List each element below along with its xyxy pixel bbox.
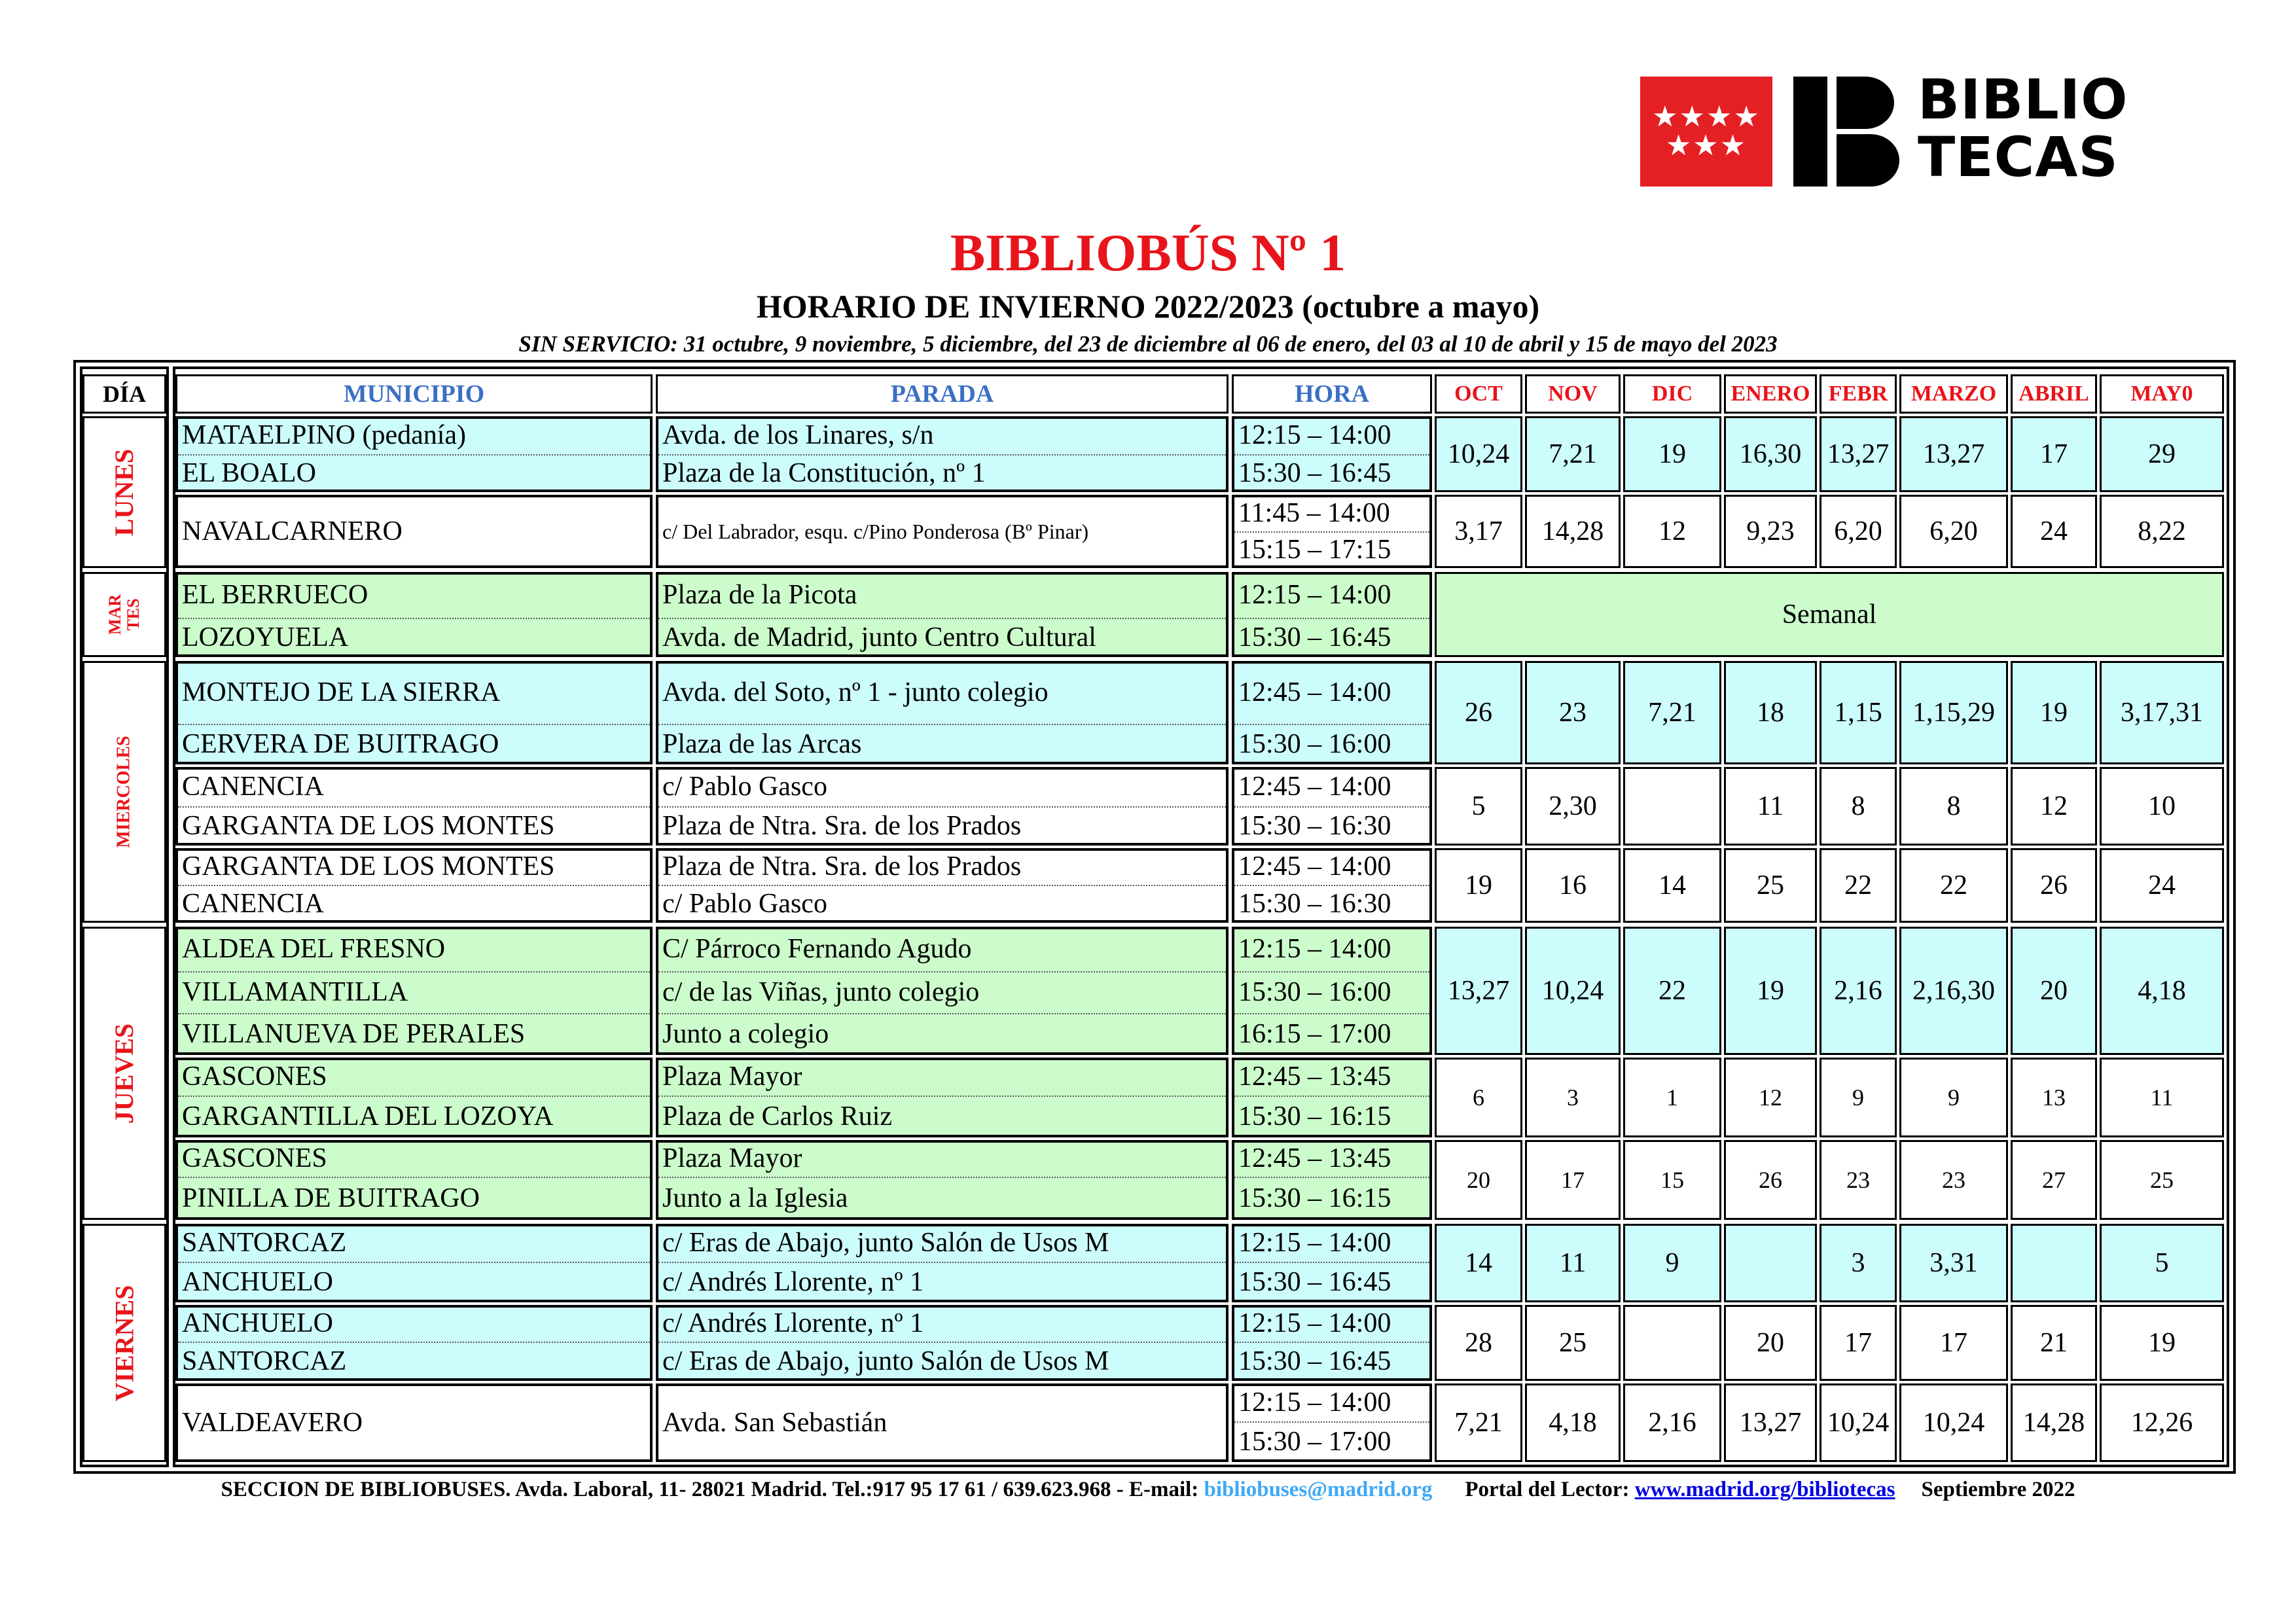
group-7-hora-row-divider xyxy=(1234,1096,1429,1097)
hora-text: 15:30 – 16:30 xyxy=(1238,811,1391,841)
municipio-text: VALDEAVERO xyxy=(182,1408,363,1438)
day-lunes xyxy=(82,416,166,568)
date-cell-dic: 12 xyxy=(1623,495,1721,568)
date-cell-enero: 18 xyxy=(1724,661,1817,764)
date-cell-oct: 13,27 xyxy=(1435,927,1522,1055)
hora-text: 15:30 – 16:15 xyxy=(1238,1183,1391,1213)
group-6-hora-row-divider xyxy=(1234,971,1429,972)
header-month-abril: ABRIL xyxy=(2011,374,2097,414)
date-cell-marzo: 1,15,29 xyxy=(1899,661,2008,764)
date-cell-nov: 25 xyxy=(1525,1305,1621,1381)
date-cell-marzo: 22 xyxy=(1899,848,2008,923)
municipio-text: NAVALCARNERO xyxy=(182,516,403,546)
municipio-text: SANTORCAZ xyxy=(182,1228,347,1258)
parada-text: Plaza de Ntra. Sra. de los Prados xyxy=(662,811,1022,841)
date-cell-marzo: 2,16,30 xyxy=(1899,927,2008,1055)
hora-text: 12:15 – 14:00 xyxy=(1238,934,1391,964)
municipio-text: EL BERRUECO xyxy=(182,580,368,610)
date-cell-febr: 22 xyxy=(1820,848,1897,923)
date-cell-nov: 23 xyxy=(1525,661,1621,764)
group-9-parada-row-divider xyxy=(658,1262,1226,1263)
footer-portal-label: Portal del Lector: xyxy=(1465,1478,1635,1501)
parada-text: Junto a la Iglesia xyxy=(662,1183,848,1213)
hora-text: 11:45 – 14:00 xyxy=(1238,498,1390,528)
day-lunes-label: LUNES xyxy=(109,448,139,536)
date-cell-may0: 10 xyxy=(2100,767,2224,846)
date-cell-febr: 1,15 xyxy=(1820,661,1897,764)
parada-text: Plaza de Ntra. Sra. de los Prados xyxy=(662,851,1022,882)
date-cell-abril: 20 xyxy=(2011,927,2097,1055)
parada-text: C/ Párroco Fernando Agudo xyxy=(662,934,972,964)
group-4-municipio-row-divider xyxy=(178,806,650,808)
group-5-hora-row-divider xyxy=(1234,885,1429,886)
date-cell-dic xyxy=(1623,1305,1721,1381)
date-cell-dic: 7,21 xyxy=(1623,661,1721,764)
header-month-nov: NOV xyxy=(1525,374,1621,414)
date-cell-dic: 14 xyxy=(1623,848,1721,923)
group-10-parada-row-divider xyxy=(658,1342,1226,1343)
date-cell-abril: 19 xyxy=(2011,661,2097,764)
group-6-parada-row-divider xyxy=(658,971,1226,972)
hora-text: 15:30 – 17:00 xyxy=(1238,1427,1391,1457)
header-month-marzo: MARZO xyxy=(1899,374,2008,414)
group-0-municipio-row-divider xyxy=(178,454,650,455)
municipio-text: ALDEA DEL FRESNO xyxy=(182,934,446,964)
date-cell-abril: 26 xyxy=(2011,848,2097,923)
header-municipio: MUNICIPIO xyxy=(175,374,653,414)
hora-text: 15:30 – 16:45 xyxy=(1238,1346,1391,1376)
parada-text: c/ de las Viñas, junto colegio xyxy=(662,977,980,1007)
parada-text: Avda. San Sebastián xyxy=(662,1408,888,1438)
hora-text: 12:15 – 14:00 xyxy=(1238,580,1391,610)
wordmark-line2: TECAS xyxy=(1918,125,2119,189)
date-cell-marzo: 23 xyxy=(1899,1140,2008,1220)
hora-text: 12:15 – 14:00 xyxy=(1238,420,1391,450)
municipio-text: CANENCIA xyxy=(182,889,324,919)
municipio-text: PINILLA DE BUITRAGO xyxy=(182,1183,480,1213)
group-11-hora-row-divider xyxy=(1234,1421,1429,1423)
group-0-parada-row-divider xyxy=(658,454,1226,455)
date-cell-oct: 3,17 xyxy=(1435,495,1522,568)
day-viernes xyxy=(82,1224,166,1462)
header-dia: DÍA xyxy=(82,374,166,414)
municipio-text: ANCHUELO xyxy=(182,1267,333,1297)
date-cell-nov: 4,18 xyxy=(1525,1383,1621,1462)
hora-text: 15:15 – 17:15 xyxy=(1238,535,1391,565)
group-2-municipio-row-divider xyxy=(178,618,650,619)
municipio-text: GASCONES xyxy=(182,1143,327,1173)
municipio-text: CERVERA DE BUITRAGO xyxy=(182,729,499,759)
header-parada: PARADA xyxy=(656,374,1229,414)
date-cell-enero: 20 xyxy=(1724,1305,1817,1381)
date-cell-abril: 21 xyxy=(2011,1305,2097,1381)
municipio-text: VILLANUEVA DE PERALES xyxy=(182,1019,526,1049)
group-10-hora-row-divider xyxy=(1234,1342,1429,1343)
date-cell-enero: 9,23 xyxy=(1724,495,1817,568)
date-cell-oct: 10,24 xyxy=(1435,416,1522,492)
day-miercoles xyxy=(82,661,166,923)
date-cell-abril: 17 xyxy=(2011,416,2097,492)
page-subtitle: HORARIO DE INVIERNO 2022/2023 (octubre a mayo) xyxy=(756,288,1540,325)
date-cell-abril: 14,28 xyxy=(2011,1383,2097,1462)
date-cell-oct: 28 xyxy=(1435,1305,1522,1381)
hora-text: 12:45 – 14:00 xyxy=(1238,772,1391,802)
page-title: BIBLIOBÚS Nº 1 xyxy=(950,224,1346,282)
hora-text: 15:30 – 16:00 xyxy=(1238,729,1391,759)
header-month-oct: OCT xyxy=(1435,374,1522,414)
group-6-parada-row-divider xyxy=(658,1013,1226,1014)
date-cell-may0: 11 xyxy=(2100,1058,2224,1137)
date-cell-oct: 20 xyxy=(1435,1140,1522,1220)
date-cell-marzo: 8 xyxy=(1899,767,2008,846)
parada-text: Plaza Mayor xyxy=(662,1143,802,1173)
date-cell-abril: 27 xyxy=(2011,1140,2097,1220)
date-cell-marzo: 9 xyxy=(1899,1058,2008,1137)
municipio-text: MATAELPINO (pedanía) xyxy=(182,420,467,450)
municipio-text: ANCHUELO xyxy=(182,1308,333,1338)
wordmark-line1: BIBLIO xyxy=(1918,67,2128,132)
group-2-parada-row-divider xyxy=(658,618,1226,619)
header-month-enero: ENERO xyxy=(1724,374,1817,414)
municipio-text: GARGANTA DE LOS MONTES xyxy=(182,811,555,841)
parada-text: Plaza de la Constitución, nº 1 xyxy=(662,458,986,488)
hora-text: 12:45 – 13:45 xyxy=(1238,1061,1391,1092)
parada-text: Avda. de los Linares, s/n xyxy=(662,420,934,450)
date-cell-febr: 17 xyxy=(1820,1305,1897,1381)
group-7-municipio-row-divider xyxy=(178,1096,650,1097)
date-cell-dic: 22 xyxy=(1623,927,1721,1055)
day-jueves-label: JUEVES xyxy=(109,1023,139,1124)
day-viernes-label: VIERNES xyxy=(109,1285,139,1401)
group-5-municipio-row-divider xyxy=(178,885,650,886)
date-cell-may0: 29 xyxy=(2100,416,2224,492)
date-cell-enero: 16,30 xyxy=(1724,416,1817,492)
header-month-may0: MAY0 xyxy=(2100,374,2224,414)
group-5-parada-row-divider xyxy=(658,885,1226,886)
hora-text: 12:45 – 14:00 xyxy=(1238,851,1391,882)
date-cell-oct: 19 xyxy=(1435,848,1522,923)
header-month-dic: DIC xyxy=(1623,374,1721,414)
municipio-text: SANTORCAZ xyxy=(182,1346,347,1376)
date-cell-nov: 2,30 xyxy=(1525,767,1621,846)
group-8-hora-row-divider xyxy=(1234,1177,1429,1178)
date-cell-may0: 19 xyxy=(2100,1305,2224,1381)
parada-text: c/ Del Labrador, esqu. c/Pino Ponderosa (Bº Pinar) xyxy=(662,520,1089,543)
parada-text: Plaza de las Arcas xyxy=(662,729,862,759)
group-3-municipio-row-divider xyxy=(178,724,650,725)
group-4-parada-row-divider xyxy=(658,806,1226,808)
municipio-text: EL BOALO xyxy=(182,458,316,488)
date-cell-enero: 26 xyxy=(1724,1140,1817,1220)
date-cell-dic: 19 xyxy=(1623,416,1721,492)
date-cell-may0: 4,18 xyxy=(2100,927,2224,1055)
hora-text: 12:15 – 14:00 xyxy=(1238,1228,1391,1258)
no-service-note: SIN SERVICIO: 31 octubre, 9 noviembre, 5 diciembre, del 23 de diciembre al 06 de enero, del 03 al 10 de abril y 15 de mayo del 2023 xyxy=(518,331,1778,357)
date-cell-oct: 26 xyxy=(1435,661,1522,764)
hora-text: 15:30 – 16:45 xyxy=(1238,1267,1391,1297)
footer-portal-link[interactable]: www.madrid.org/bibliotecas xyxy=(1634,1478,1895,1501)
date-cell-marzo: 13,27 xyxy=(1899,416,2008,492)
footer-section-info: SECCION DE BIBLIOBUSES. Avda. Laboral, 11- 28021 Madrid. Tel.:917 95 17 61 / 639.623.968 - E-mail: xyxy=(221,1478,1204,1501)
municipio-text: GASCONES xyxy=(182,1061,327,1092)
date-cell-oct: 5 xyxy=(1435,767,1522,846)
group-3-hora-row-divider xyxy=(1234,724,1429,725)
group-10-municipio-row-divider xyxy=(178,1342,650,1343)
group-7-parada-row-divider xyxy=(658,1096,1226,1097)
date-cell-febr: 23 xyxy=(1820,1140,1897,1220)
municipio-text: VILLAMANTILLA xyxy=(182,977,408,1007)
date-cell-febr: 10,24 xyxy=(1820,1383,1897,1462)
group-0-hora-row-divider xyxy=(1234,454,1429,455)
parada-text: Plaza de la Picota xyxy=(662,580,857,610)
day-miercoles-label: MIERCOLES xyxy=(114,736,134,848)
footer-email-link[interactable]: bibliobuses@madrid.org xyxy=(1204,1478,1433,1501)
date-cell-enero: 12 xyxy=(1724,1058,1817,1137)
date-cell-nov: 17 xyxy=(1525,1140,1621,1220)
group-6-municipio-row-divider xyxy=(178,1013,650,1014)
footer xyxy=(0,1478,2296,1502)
day-martes-label-line2: TES xyxy=(124,598,143,631)
date-cell-dic: 1 xyxy=(1623,1058,1721,1137)
day-martes-label-line1: MAR xyxy=(105,594,124,635)
hora-text: 16:15 – 17:00 xyxy=(1238,1019,1391,1049)
date-cell-febr: 8 xyxy=(1820,767,1897,846)
group-4-hora-row-divider xyxy=(1234,806,1429,808)
municipio-text: MONTEJO DE LA SIERRA xyxy=(182,677,501,707)
hora-text: 15:30 – 16:00 xyxy=(1238,977,1391,1007)
parada-text: c/ Eras de Abajo, junto Salón de Usos M xyxy=(662,1228,1109,1258)
date-cell-dic: 9 xyxy=(1623,1224,1721,1302)
date-cell-febr: 2,16 xyxy=(1820,927,1897,1055)
date-cell-nov: 16 xyxy=(1525,848,1621,923)
footer-date: Septiembre 2022 xyxy=(1921,1478,2075,1501)
parada-text: Plaza de Carlos Ruiz xyxy=(662,1101,893,1132)
hora-text: 12:45 – 13:45 xyxy=(1238,1143,1391,1173)
day-column-separator xyxy=(166,366,175,1467)
date-cell-oct: 7,21 xyxy=(1435,1383,1522,1462)
date-cell-may0: 3,17,31 xyxy=(2100,661,2224,764)
hora-text: 15:30 – 16:30 xyxy=(1238,889,1391,919)
municipio-text: GARGANTA DE LOS MONTES xyxy=(182,851,555,882)
date-cell-enero: 19 xyxy=(1724,927,1817,1055)
parada-text: Avda. de Madrid, junto Centro Cultural xyxy=(662,622,1096,652)
parada-text: c/ Pablo Gasco xyxy=(662,772,827,802)
date-cell-nov: 7,21 xyxy=(1525,416,1621,492)
date-cell-may0: 8,22 xyxy=(2100,495,2224,568)
frequency-semanal: Semanal xyxy=(1435,572,2224,657)
hora-text: 15:30 – 16:15 xyxy=(1238,1101,1391,1132)
parada-text: c/ Andrés Llorente, nº 1 xyxy=(662,1308,924,1338)
date-cell-nov: 3 xyxy=(1525,1058,1621,1137)
parada-text: c/ Andrés Llorente, nº 1 xyxy=(662,1267,924,1297)
date-cell-dic: 15 xyxy=(1623,1140,1721,1220)
date-cell-nov: 11 xyxy=(1525,1224,1621,1302)
group-9-hora-row-divider xyxy=(1234,1262,1429,1263)
group-9-municipio-row-divider xyxy=(178,1262,650,1263)
day-martes-label xyxy=(106,594,143,635)
parada-text: c/ Pablo Gasco xyxy=(662,889,827,919)
date-cell-may0: 12,26 xyxy=(2100,1383,2224,1462)
date-cell-abril: 24 xyxy=(2011,495,2097,568)
group-2-hora-row-divider xyxy=(1234,618,1429,619)
date-cell-enero: 25 xyxy=(1724,848,1817,923)
date-cell-abril xyxy=(2011,1224,2097,1302)
municipio-text: GARGANTILLA DEL LOZOYA xyxy=(182,1101,554,1132)
group-3-parada-row-divider xyxy=(658,724,1226,725)
date-cell-marzo: 17 xyxy=(1899,1305,2008,1381)
parada-text: Plaza Mayor xyxy=(662,1061,802,1092)
hora-text: 15:30 – 16:45 xyxy=(1238,622,1391,652)
date-cell-enero xyxy=(1724,1224,1817,1302)
header-month-febr: FEBR xyxy=(1820,374,1897,414)
madrid-flag-logo xyxy=(1640,77,1772,187)
bibliotecas-b-logo-icon xyxy=(1793,77,1905,187)
date-cell-abril: 13 xyxy=(2011,1058,2097,1137)
date-cell-may0: 25 xyxy=(2100,1140,2224,1220)
hora-text: 15:30 – 16:45 xyxy=(1238,458,1391,488)
parada-text: Junto a colegio xyxy=(662,1019,829,1049)
date-cell-nov: 14,28 xyxy=(1525,495,1621,568)
date-cell-may0: 5 xyxy=(2100,1224,2224,1302)
hora-text: 12:15 – 14:00 xyxy=(1238,1308,1391,1338)
group-8-parada-row-divider xyxy=(658,1177,1226,1178)
date-cell-febr: 6,20 xyxy=(1820,495,1897,568)
stars-bottom: ★★★ xyxy=(1665,129,1748,162)
date-cell-dic: 2,16 xyxy=(1623,1383,1721,1462)
group-1-hora-row-divider xyxy=(1234,531,1429,533)
date-cell-marzo: 3,31 xyxy=(1899,1224,2008,1302)
bibliotecas-wordmark xyxy=(1918,67,2193,189)
date-cell-enero: 11 xyxy=(1724,767,1817,846)
group-6-hora-row-divider xyxy=(1234,1013,1429,1014)
date-cell-febr: 9 xyxy=(1820,1058,1897,1137)
date-cell-abril: 12 xyxy=(2011,767,2097,846)
date-cell-marzo: 6,20 xyxy=(1899,495,2008,568)
header-hora: HORA xyxy=(1232,374,1432,414)
hora-text: 12:15 – 14:00 xyxy=(1238,1387,1391,1418)
date-cell-nov: 10,24 xyxy=(1525,927,1621,1055)
date-cell-oct: 14 xyxy=(1435,1224,1522,1302)
group-8-municipio-row-divider xyxy=(178,1177,650,1178)
day-martes xyxy=(82,572,166,657)
date-cell-marzo: 10,24 xyxy=(1899,1383,2008,1462)
parada-text: c/ Eras de Abajo, junto Salón de Usos M xyxy=(662,1346,1109,1376)
date-cell-enero: 13,27 xyxy=(1724,1383,1817,1462)
date-cell-febr: 3 xyxy=(1820,1224,1897,1302)
hora-text: 12:45 – 14:00 xyxy=(1238,677,1391,707)
stars-top: ★★★★ xyxy=(1652,100,1761,134)
date-cell-oct: 6 xyxy=(1435,1058,1522,1137)
municipio-text: CANENCIA xyxy=(182,772,324,802)
date-cell-febr: 13,27 xyxy=(1820,416,1897,492)
date-cell-dic xyxy=(1623,767,1721,846)
parada-text: Avda. del Soto, nº 1 - junto colegio xyxy=(662,677,1049,707)
group-6-municipio-row-divider xyxy=(178,971,650,972)
day-jueves xyxy=(82,927,166,1220)
municipio-text: LOZOYUELA xyxy=(182,622,349,652)
date-cell-may0: 24 xyxy=(2100,848,2224,923)
